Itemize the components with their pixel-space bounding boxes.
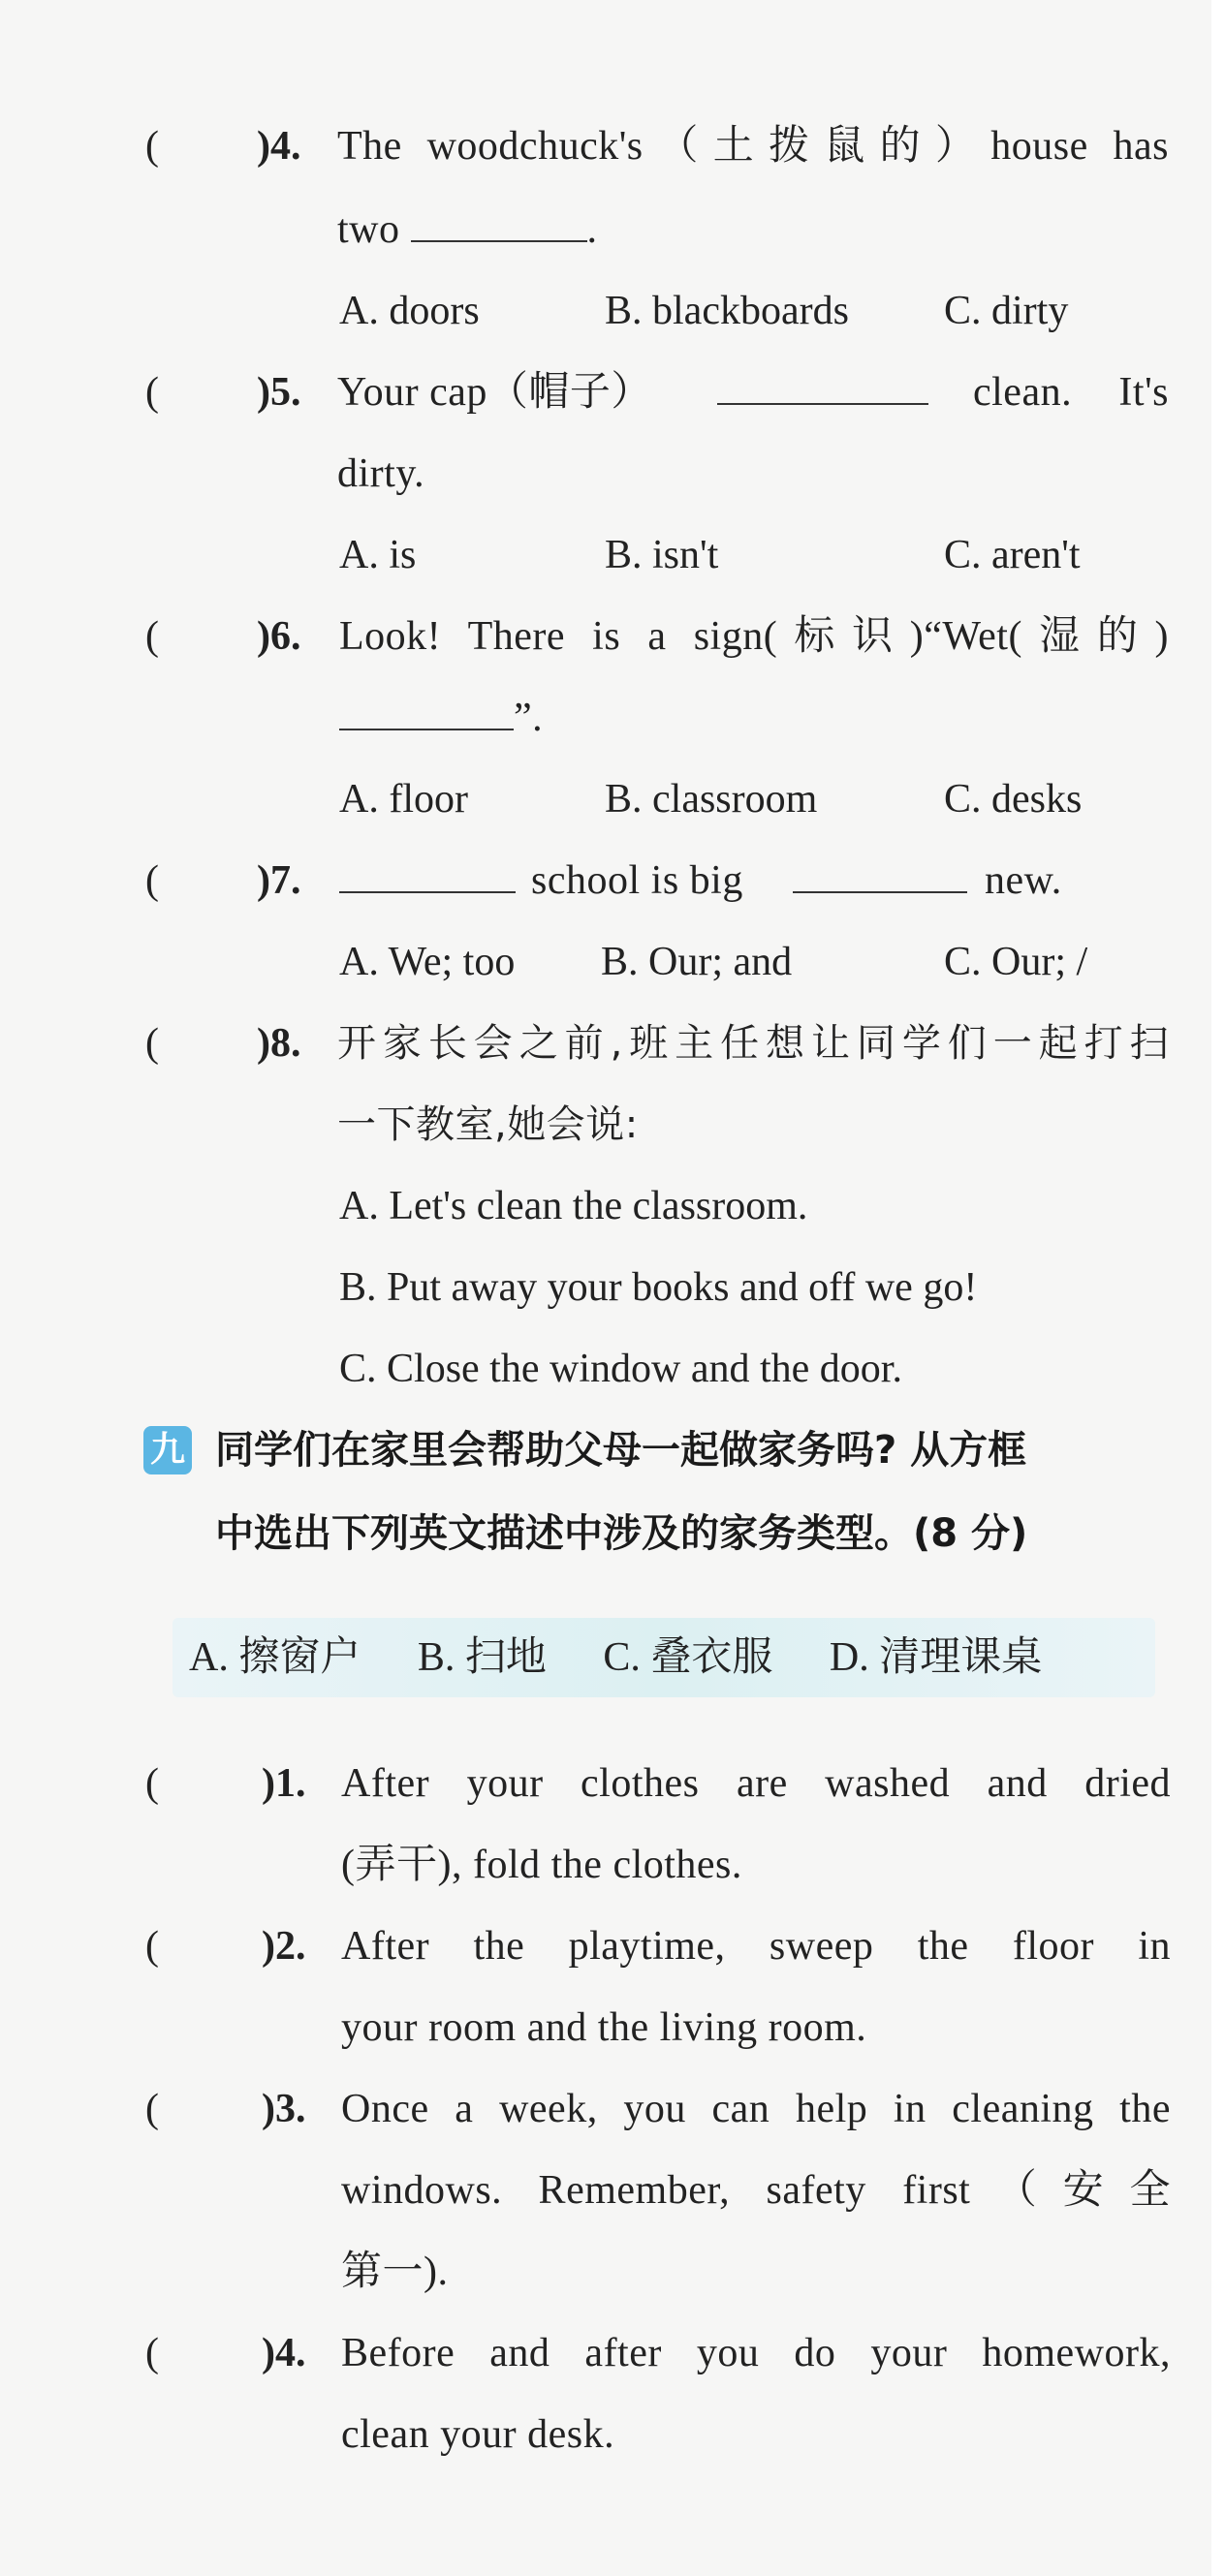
answer-paren[interactable] [145,368,269,417]
answer-paren[interactable] [145,1019,269,1068]
item-text-cont: 第一). [341,2250,449,2294]
item-text: After the playtime, sweep the floor in [341,1924,1171,1969]
item-text-cont: windows. Remember, safety first（安全 [341,2168,1171,2213]
fill-blank-wrap [793,856,967,905]
paren-open: ( [145,2087,159,2131]
option-b[interactable]: B. blackboards [605,289,849,333]
answer-paren[interactable] [145,612,269,661]
fill-blank[interactable] [717,368,928,405]
option-a[interactable]: A. doors [339,289,480,333]
option-b[interactable]: B. Put away your books and off we go! [339,1265,978,1310]
paren-open: ( [145,124,159,169]
item-number: )4. [262,2331,306,2375]
item-text: Before and after you do your homework, [341,2331,1171,2375]
option-c[interactable]: C. aren't [944,533,1081,577]
paren-open: ( [145,2331,159,2375]
option-c[interactable]: C. Our; / [944,940,1088,984]
fill-blank[interactable] [411,205,587,242]
answer-paren[interactable] [145,122,269,171]
paren-open: ( [145,1924,159,1969]
question-text: 开家长会之前,班主任想让同学们一起打扫 [337,1021,1169,1066]
item-number: )1. [262,1761,306,1806]
question-number: )7. [257,858,301,903]
fill-blank-wrap [717,368,928,417]
answer-paren[interactable] [145,1759,269,1808]
item-number: )3. [262,2087,306,2131]
question-text: school is big [531,858,743,903]
item-text: After your clothes are washed and dried [341,1761,1171,1806]
option-a[interactable]: A. is [339,533,417,577]
item-text: Once a week, you can help in cleaning the [341,2087,1171,2131]
question-text-cont [339,694,543,742]
answer-paren[interactable] [145,856,269,905]
question-text: The woodchuck's（土拨鼠的）house has [337,124,1169,169]
fill-blank-wrap [339,856,516,905]
choice-a: A. 擦窗户 [189,1635,361,1680]
choice-d: D. 清理课桌 [829,1635,1043,1680]
question-text: Look! There is a sign(标识)“Wet(湿的) [339,614,1169,659]
choice-b: B. 扫地 [417,1635,547,1680]
text-fragment: . [586,207,598,252]
option-c[interactable]: C. dirty [944,289,1069,333]
text-fragment: ”. [514,696,544,740]
question-number: )6. [257,614,301,659]
section-title: 同学们在家里会帮助父母一起做家务吗? 从方框 [215,1428,1027,1473]
option-a[interactable]: A. floor [339,777,468,822]
question-text-end: new. [985,858,1062,903]
option-b[interactable]: B. Our; and [601,940,793,984]
answer-paren[interactable] [145,2329,269,2377]
fill-blank[interactable] [793,856,967,893]
question-text-cont [337,205,598,254]
question-text-end: clean. It's [973,370,1169,415]
item-text-cont: (弄干), fold the clothes. [341,1843,742,1887]
answer-paren[interactable] [145,2085,269,2133]
fill-blank[interactable] [339,694,514,730]
section-badge: 九 [143,1426,192,1474]
item-text-cont: clean your desk. [341,2412,615,2457]
paren-open: ( [145,858,159,903]
paren-open: ( [145,1021,159,1066]
paren-open: ( [145,614,159,659]
item-number: )2. [262,1924,306,1969]
choice-box-items [189,1633,1042,1682]
option-a[interactable]: A. Let's clean the classroom. [339,1184,808,1228]
paren-open: ( [145,370,159,415]
question-text-cont: 一下教室,她会说: [337,1102,639,1147]
option-c[interactable]: C. Close the window and the door. [339,1347,902,1391]
choice-c: C. 叠衣服 [603,1635,773,1680]
paren-open: ( [145,1761,159,1806]
answer-paren[interactable] [145,1922,269,1971]
option-a[interactable]: A. We; too [339,940,516,984]
question-number: )8. [257,1021,301,1066]
section-title-cont: 中选出下列英文描述中涉及的家务类型。(8 分) [215,1511,1028,1556]
option-c[interactable]: C. desks [944,777,1083,822]
question-number: )5. [257,370,301,415]
item-text-cont: your room and the living room. [341,2005,867,2050]
question-text [337,368,652,417]
fill-blank[interactable] [339,856,516,893]
page-edge [1211,0,1225,2576]
question-text-cont: dirty. [337,451,425,496]
text-fragment: two [337,207,400,252]
question-number: )4. [257,124,301,169]
option-b[interactable]: B. classroom [605,777,818,822]
text-fragment: Your cap（帽子） [337,370,652,415]
option-b[interactable]: B. isn't [605,533,719,577]
